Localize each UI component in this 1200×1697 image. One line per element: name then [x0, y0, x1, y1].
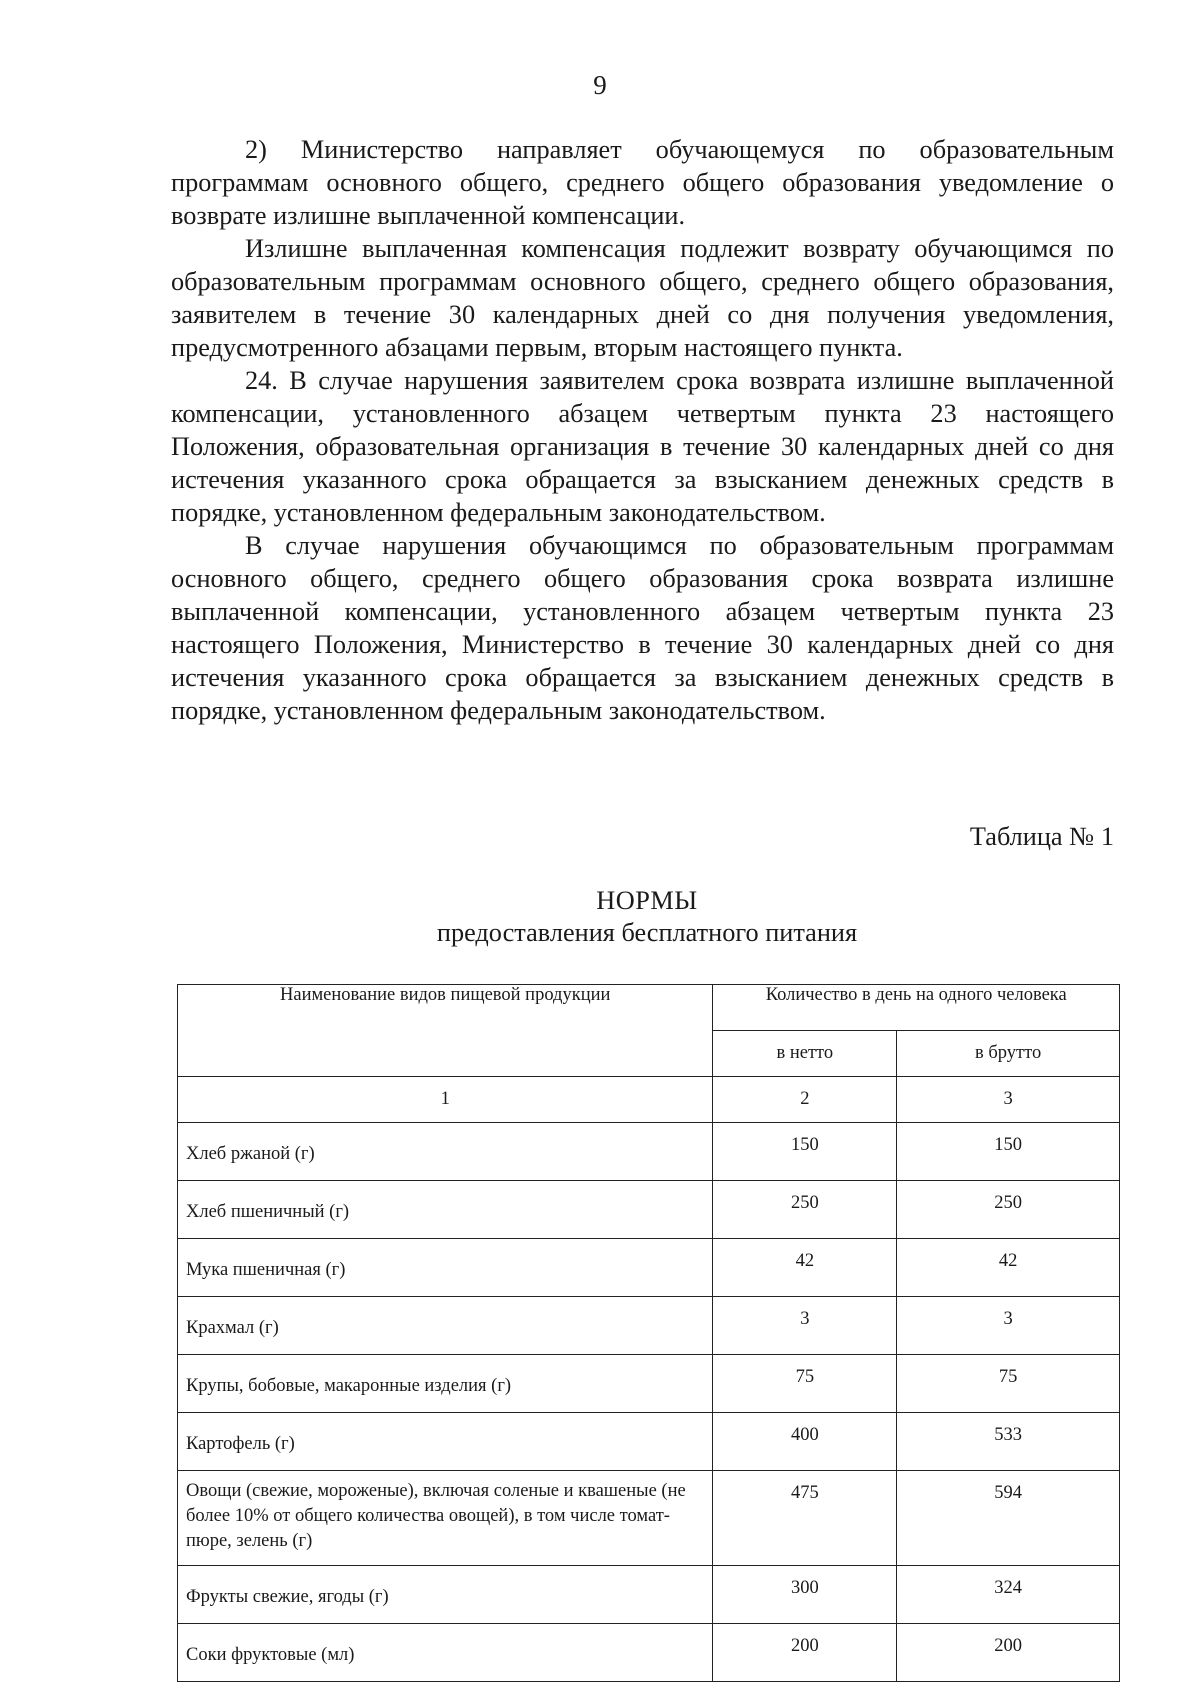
- column-number-row: [178, 1077, 1120, 1123]
- product-name: Картофель (г): [178, 1413, 713, 1471]
- body-text: [171, 133, 1114, 727]
- net-value: 200: [713, 1624, 897, 1682]
- column-number: 1: [178, 1077, 713, 1123]
- paragraph: 24. В случае нарушения заявителем срока возврата излишне выплаченной компенсации, установленного абзацем четвертым пункта 23 настоящего Положения, образовательная организация в течение 30 календарных дней со дня истечения указанного срока обращается за взысканием денежных средств в порядке, установленном федеральным законодательством.: [171, 366, 1114, 527]
- product-name: Овощи (свежие, мороженые), включая соленые и квашеные (не более 10% от общего количества овощей), в том числе томат-пюре, зелень (г): [178, 1471, 713, 1566]
- column-number: 2: [713, 1077, 897, 1123]
- table-row: [178, 1413, 1120, 1471]
- gross-value: 150: [897, 1123, 1120, 1181]
- gross-value: 533: [897, 1413, 1120, 1471]
- product-name: Хлеб ржаной (г): [178, 1123, 713, 1181]
- net-value: 75: [713, 1355, 897, 1413]
- header-gross: в брутто: [897, 1031, 1120, 1077]
- product-name: Соки фруктовые (мл): [178, 1624, 713, 1682]
- paragraph: 2) Министерство направляет обучающемуся по образовательным программам основного общего, среднего общего образования уведомление о возврате излишне выплаченной компенсации.: [171, 135, 1114, 230]
- norms-subtitle: предоставления бесплатного питания: [436, 918, 858, 947]
- table-row: [178, 1355, 1120, 1413]
- product-name: Мука пшеничная (г): [178, 1239, 713, 1297]
- norms-title: НОРМЫ: [596, 886, 698, 915]
- net-value: 400: [713, 1413, 897, 1471]
- product-name: Хлеб пшеничный (г): [178, 1181, 713, 1239]
- net-value: 42: [713, 1239, 897, 1297]
- product-name: Фрукты свежие, ягоды (г): [178, 1566, 713, 1624]
- gross-value: 324: [897, 1566, 1120, 1624]
- gross-value: 75: [897, 1355, 1120, 1413]
- page-number: 9: [593, 70, 607, 100]
- paragraph: В случае нарушения обучающимся по образовательным программам основного общего, среднего общего образования срока возврата излишне выплаченной компенсации, установленного абзацем четвертым пункта 23 настоящего Положения, Министерство в течение 30 календарных дней со дня истечения указанного срока обращается за взысканием денежных средств в порядке, установленном федеральным законодательством.: [171, 531, 1114, 725]
- gross-value: 42: [897, 1239, 1120, 1297]
- net-value: 150: [713, 1123, 897, 1181]
- product-name: Крахмал (г): [178, 1297, 713, 1355]
- table-header-row: [178, 985, 1120, 1031]
- gross-value: 200: [897, 1624, 1120, 1682]
- table-row: [178, 1624, 1120, 1682]
- net-value: 250: [713, 1181, 897, 1239]
- header-quantity: Количество в день на одного человека: [713, 985, 1120, 1031]
- product-name: Крупы, бобовые, макаронные изделия (г): [178, 1355, 713, 1413]
- table-row: [178, 1566, 1120, 1624]
- table-row: [178, 1181, 1120, 1239]
- column-number: 3: [897, 1077, 1120, 1123]
- table-label: Таблица № 1: [969, 822, 1114, 851]
- gross-value: 250: [897, 1181, 1120, 1239]
- net-value: 300: [713, 1566, 897, 1624]
- header-net: в нетто: [713, 1031, 897, 1077]
- net-value: 3: [713, 1297, 897, 1355]
- gross-value: 3: [897, 1297, 1120, 1355]
- norms-table: [177, 984, 1120, 1682]
- paragraph: Излишне выплаченная компенсация подлежит возврату обучающимся по образовательным программам основного общего, среднего общего образования, заявителем в течение 30 календарных дней со дня получения уведомления, предусмотренного абзацами первым, вторым настоящего пункта.: [171, 234, 1114, 362]
- table-row: [178, 1239, 1120, 1297]
- gross-value: 594: [897, 1471, 1120, 1566]
- header-product-name: Наименование видов пищевой продукции: [178, 985, 713, 1077]
- table-row: [178, 1471, 1120, 1566]
- net-value: 475: [713, 1471, 897, 1566]
- table-row: [178, 1123, 1120, 1181]
- table-row: [178, 1297, 1120, 1355]
